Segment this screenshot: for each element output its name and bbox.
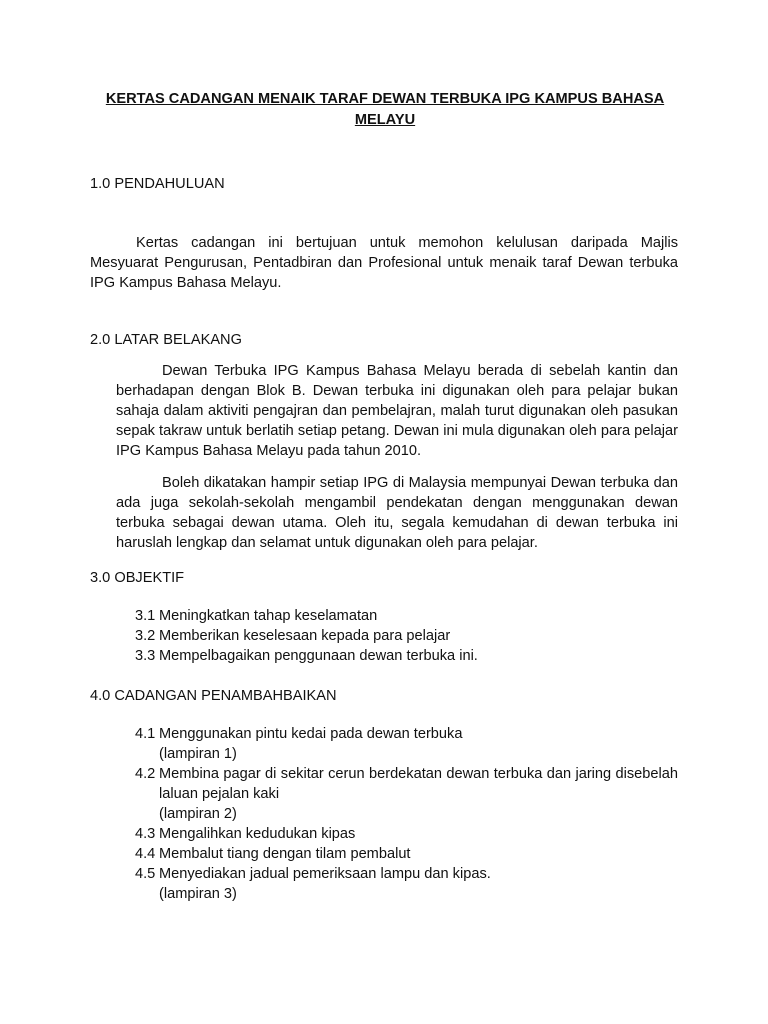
list-item-text: Mengalihkan kedudukan kipas [159, 826, 356, 842]
list-item [135, 824, 678, 844]
list-item-text: Menggunakan pintu kedai pada dewan terbuka [159, 726, 463, 742]
lampiran-note: (lampiran 2) [159, 806, 237, 822]
lampiran-note: (lampiran 1) [159, 746, 237, 762]
list-item-text: Membalut tiang dengan tilam pembalut [159, 846, 411, 862]
list-item [135, 864, 678, 904]
lampiran-note: (lampiran 3) [159, 886, 237, 902]
list-item-text: Mempelbagaikan penggunaan dewan terbuka ini. [159, 648, 478, 664]
list-item-number: 3.2 [135, 628, 156, 644]
paragraph-latar-belakang-1: Dewan Terbuka IPG Kampus Bahasa Melayu berada di sebelah kantin dan berhadapan dengan Blok B. Dewan terbuka ini digunakan oleh para pelajar bukan sahaja dalam aktiviti pengajran dan pembelajran, malah turut digunakan oleh pasukan sepak takraw untuk berlatih setiap petang. Dewan ini mula digunakan oleh para pelajar IPG Kampus Bahasa Melayu pada tahun 2010. [116, 363, 678, 459]
list-item [135, 724, 678, 764]
section-heading-objektif: 3.0 OBJEKTIF [90, 570, 185, 586]
list-item [135, 764, 678, 824]
list-item-number: 4.3 [135, 826, 156, 842]
section-heading-latar-belakang: 2.0 LATAR BELAKANG [90, 332, 242, 348]
cadangan-list [135, 724, 678, 904]
list-item-number: 3.3 [135, 648, 156, 664]
list-item-text: Meningkatkan tahap keselamatan [159, 608, 378, 624]
section-heading-cadangan: 4.0 CADANGAN PENAMBAHBAIKAN [90, 688, 337, 704]
list-item-number: 4.4 [135, 846, 156, 862]
objektif-list [135, 606, 678, 666]
list-item-number: 4.5 [135, 866, 156, 882]
paragraph-pendahuluan: Kertas cadangan ini bertujuan untuk memohon kelulusan daripada Majlis Mesyuarat Pengurusan, Pentadbiran dan Profesional untuk menaik taraf Dewan terbuka IPG Kampus Bahasa Melayu. [90, 235, 678, 291]
paragraph-latar-belakang-2: Boleh dikatakan hampir setiap IPG di Malaysia mempunyai Dewan terbuka dan ada juga sekolah-sekolah mengambil pendekatan dengan menggunakan dewan terbuka sebagai dewan utama. Oleh itu, segala kemudahan di dewan terbuka ini haruslah lengkap dan selamat untuk digunakan oleh para pelajar. [116, 475, 678, 551]
document-title: KERTAS CADANGAN MENAIK TARAF DEWAN TERBUKA IPG KAMPUS BAHASA MELAYU [105, 91, 665, 128]
list-item [135, 646, 678, 666]
list-item [135, 626, 678, 646]
list-item-text: Menyediakan jadual pemeriksaan lampu dan kipas. [159, 866, 491, 882]
section-heading-pendahuluan: 1.0 PENDAHULUAN [90, 176, 225, 192]
list-item-text: Membina pagar di sekitar cerun berdekatan dewan terbuka dan jaring disebelah laluan pejalan kaki [159, 766, 678, 802]
list-item-number: 4.2 [135, 766, 156, 782]
list-item-number: 3.1 [135, 608, 156, 624]
list-item [135, 606, 678, 626]
list-item-number: 4.1 [135, 726, 156, 742]
list-item-text: Memberikan keselesaan kepada para pelajar [159, 628, 451, 644]
list-item [135, 844, 678, 864]
